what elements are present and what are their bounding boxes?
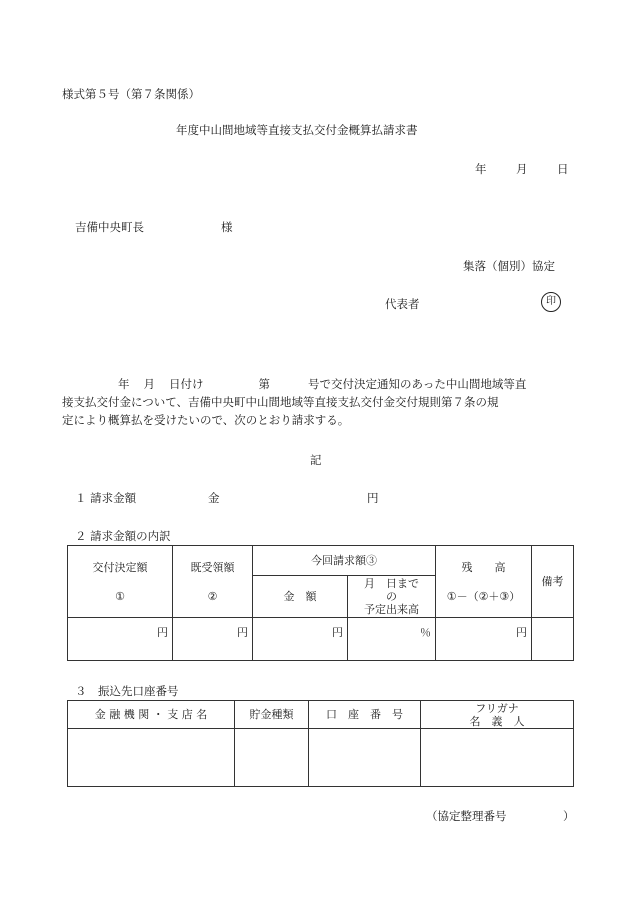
sender-group: 集落（個別）協定 bbox=[463, 259, 555, 273]
section2-label: ２ 請求金額の内訳 bbox=[75, 529, 171, 543]
date-day: 日 bbox=[557, 162, 569, 176]
col-kettei-label: 交付決定額 bbox=[92, 560, 148, 574]
col-kiju-label: 既受領額 bbox=[190, 560, 235, 574]
col-konkai-header: 今回請求額③ bbox=[253, 546, 436, 576]
col-meigi-label: 名 義 人 bbox=[469, 714, 525, 728]
cell-kettei-amount[interactable]: 円 bbox=[68, 618, 173, 661]
addressee-honorific: 様 bbox=[221, 220, 233, 234]
col-yotei-line2: の bbox=[386, 590, 397, 603]
agreement-number-close: ） bbox=[563, 809, 575, 823]
cell-zan-amount[interactable]: 円 bbox=[436, 618, 532, 661]
para-dai: 第 bbox=[258, 377, 270, 391]
breakdown-table bbox=[67, 545, 574, 661]
paragraph-line-3: 定により概算払を受けたいので、次のとおり請求する。 bbox=[62, 413, 350, 427]
col-zan-header bbox=[436, 546, 532, 618]
col-bank-header: 金 融 機 関 ・ 支 店 名 bbox=[68, 701, 235, 729]
bank-account-table bbox=[67, 700, 574, 787]
agreement-number-label: （協定整理番号 bbox=[426, 809, 507, 823]
paragraph-line-1 bbox=[62, 375, 582, 393]
col-yotei-line3: 予定出来高 bbox=[364, 603, 419, 616]
cell-bank[interactable] bbox=[68, 729, 235, 787]
cell-meigi[interactable] bbox=[421, 749, 574, 787]
para-year: 年 bbox=[118, 377, 130, 391]
para-line1-rest: 号で交付決定通知のあった中山間地域等直 bbox=[308, 377, 527, 391]
col-kiju-header bbox=[173, 546, 253, 618]
section1-label: １ 請求金額 bbox=[75, 491, 137, 505]
cell-furigana[interactable] bbox=[421, 729, 574, 749]
col-yotei-header bbox=[348, 576, 436, 618]
col-acct-header: 口 座 番 号 bbox=[309, 701, 421, 729]
cell-kiju-amount[interactable]: 円 bbox=[173, 618, 253, 661]
col-type-header: 貯金種類 bbox=[235, 701, 309, 729]
paragraph-line-2: 接支払交付金について、吉備中央町中山間地域等直接支払交付金交付規則第７条の規 bbox=[62, 395, 499, 409]
representative-label: 代表者 bbox=[385, 297, 420, 311]
request-paragraph bbox=[62, 375, 582, 429]
para-day: 日付け bbox=[169, 377, 204, 391]
date-month: 月 bbox=[516, 162, 528, 176]
cell-type[interactable] bbox=[235, 729, 309, 787]
section1-kin: 金 bbox=[208, 491, 220, 505]
cell-acct[interactable] bbox=[309, 729, 421, 787]
cell-biko[interactable] bbox=[532, 618, 574, 661]
document-title: 年度中山間地域等直接支払交付金概算払請求書 bbox=[176, 123, 418, 137]
ki-heading: 記 bbox=[310, 453, 322, 467]
col-kettei-header bbox=[68, 546, 173, 618]
cell-kingaku-amount[interactable]: 円 bbox=[253, 618, 348, 661]
date-year: 年 bbox=[475, 162, 487, 176]
para-month: 月 bbox=[143, 377, 155, 391]
seal-mark: 印 bbox=[541, 292, 561, 312]
col-name-header bbox=[421, 701, 574, 729]
col-kingaku-header: 金 額 bbox=[253, 576, 348, 618]
col-biko-header: 備考 bbox=[532, 546, 574, 618]
col-zan-sub: ①－（②＋③） bbox=[446, 589, 521, 603]
form-number: 様式第５号（第７条関係） bbox=[62, 87, 200, 101]
col-yotei-line1: 月 日まで bbox=[364, 577, 419, 590]
col-furigana-label: フリガナ bbox=[475, 701, 519, 715]
section1-en: 円 bbox=[367, 491, 379, 505]
section3-label: ３ 振込先口座番号 bbox=[75, 684, 179, 698]
col-zan-label: 残 高 bbox=[461, 560, 506, 574]
addressee-name: 吉備中央町長 bbox=[75, 220, 144, 234]
cell-yotei-percent[interactable]: ％ bbox=[348, 618, 436, 661]
col-kiju-sub: ② bbox=[207, 589, 218, 603]
col-kettei-sub: ① bbox=[115, 589, 125, 603]
